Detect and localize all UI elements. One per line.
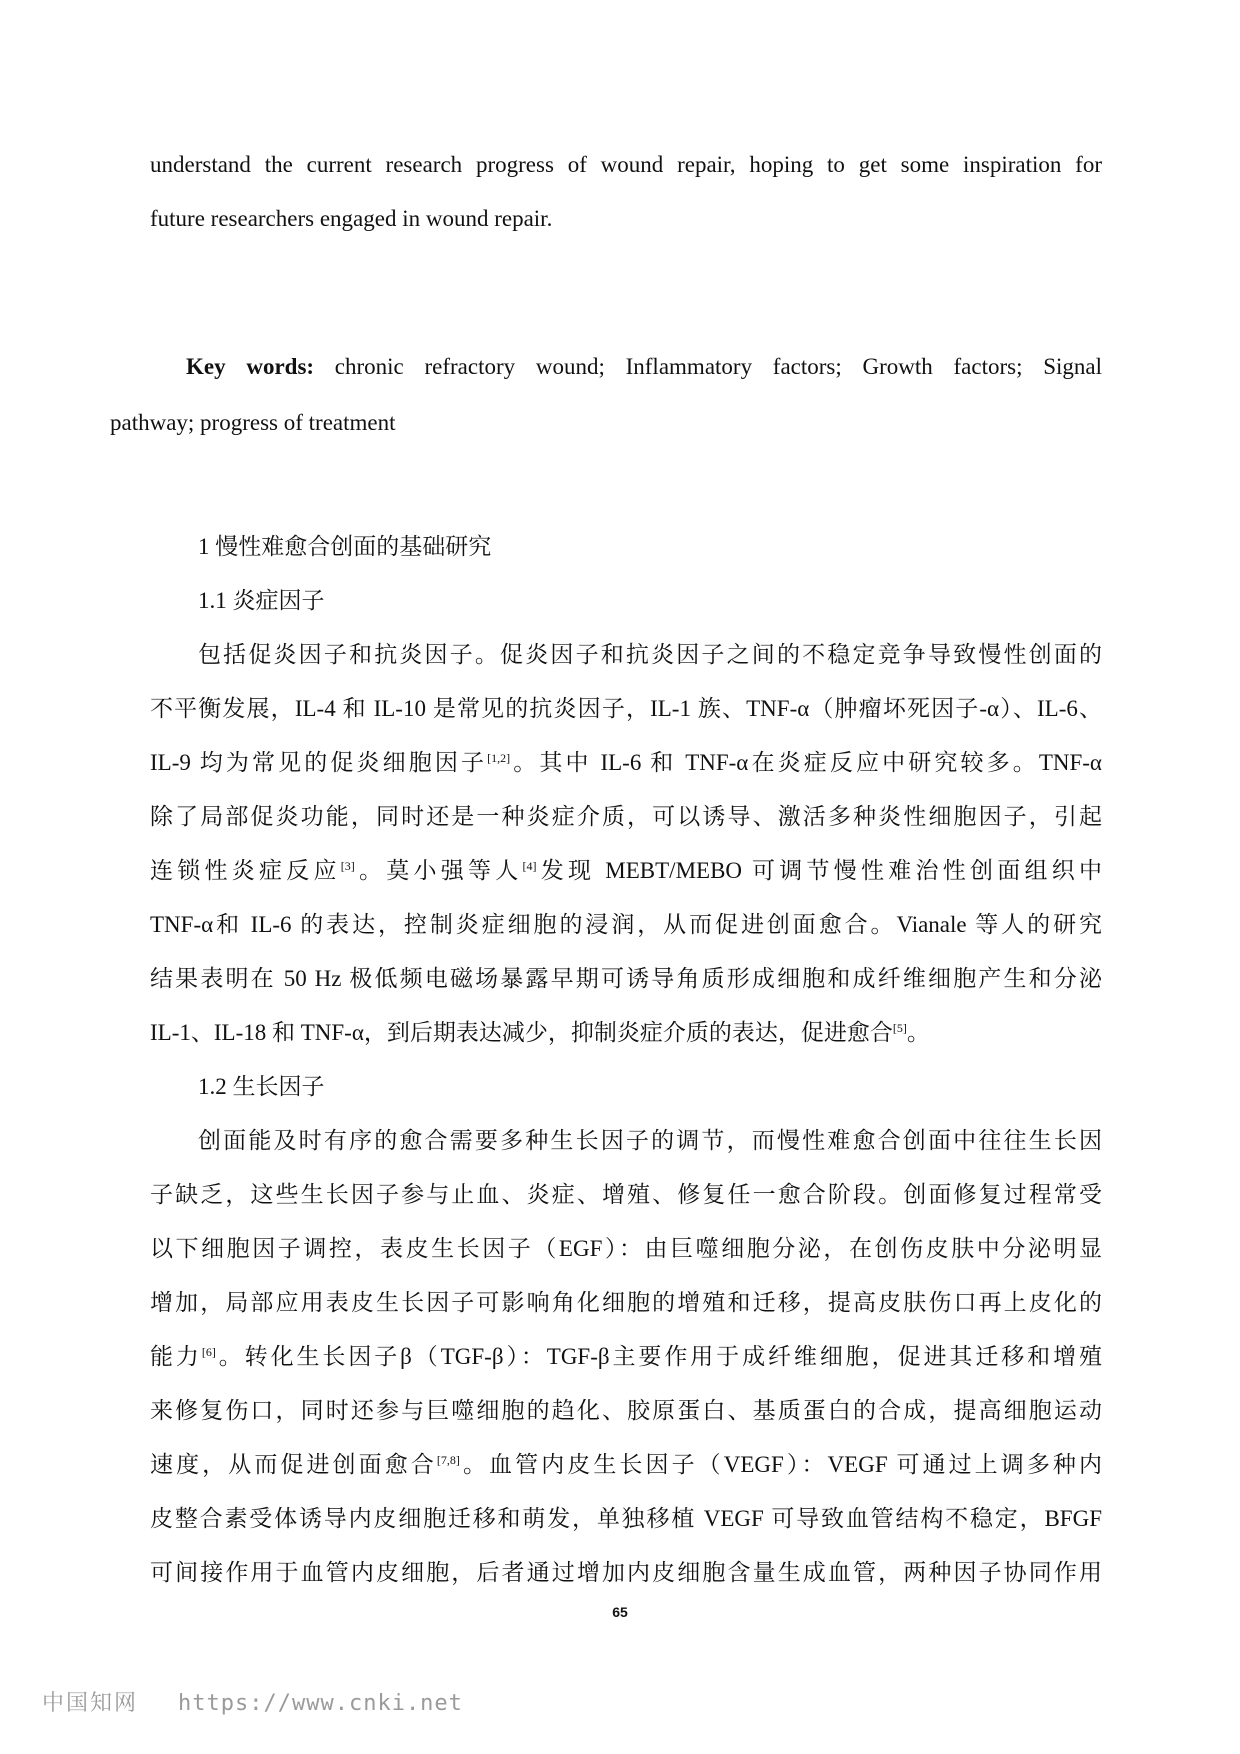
text-run: IL-1、IL-18 和 TNF-α，到后期表达减少，抑制炎症介质的表达，促进愈合 [150,1020,893,1045]
paragraph-line: 增加，局部应用表皮生长因子可影响角化细胞的增殖和迁移，提高皮肤伤口再上皮化的 [150,1290,1102,1315]
paragraph-line: 包括促炎因子和抗炎因子。促炎因子和抗炎因子之间的不稳定竞争导致慢性创面的 [198,642,1102,667]
text-run: 速度，从而促进创面愈合 [150,1452,437,1477]
citation: [6] [201,1345,216,1359]
keywords-text: chronic refractory wound; Inflammatory factors; Growth factors; Signal [314,354,1102,379]
text-run: IL-9 均为常见的促炎细胞因子 [150,750,488,775]
text-run: 。其中 IL-6 和 TNF-α在炎症反应中研究较多。TNF-α [510,750,1102,775]
keywords-line: pathway; progress of treatment [110,410,396,435]
abstract-line: future researchers engaged in wound repair. [150,206,553,231]
citation: [5] [892,1021,907,1035]
paragraph-line: 可间接作用于血管内皮细胞，后者通过增加内皮细胞含量生成血管，两种因子协同作用 [150,1560,1102,1585]
keywords-label: Key words: [186,354,315,379]
watermark-url: https://www.cnki.net [178,1691,463,1716]
paragraph-line: 皮整合素受体诱导内皮细胞迁移和萌发，单独移植 VEGF 可导致血管结构不稳定，BFGF [150,1506,1102,1531]
text-run: 能力 [150,1344,202,1369]
citation: [4] [522,859,537,873]
paragraph-line [150,1446,1102,1479]
text-run: 。 [906,1020,930,1045]
subsection-heading: 1.2 生长因子 [198,1074,325,1099]
section-heading: 1 慢性难愈合创面的基础研究 [198,534,492,559]
paragraph-line: 来修复伤口，同时还参与巨噬细胞的趋化、胶原蛋白、基质蛋白的合成，提高细胞运动 [150,1398,1102,1423]
citation: [3] [340,859,355,873]
keywords-line [186,354,1102,380]
text-run: 。莫小强等人 [354,858,523,883]
text-run: 连锁性炎症反应 [150,858,341,883]
paragraph-line: 结果表明在 50 Hz 极低频电磁场暴露早期可诱导角质形成细胞和成纤维细胞产生和分泌 [150,966,1102,991]
paragraph-line: 创面能及时有序的愈合需要多种生长因子的调节，而慢性难愈合创面中往往生长因 [198,1128,1102,1153]
text-run: 。转化生长因子β（TGF-β）：TGF-β主要作用于成纤维细胞，促进其迁移和增殖 [215,1344,1103,1369]
paragraph-line: 除了局部促炎功能，同时还是一种炎症介质，可以诱导、激活多种炎性细胞因子，引起 [150,804,1102,829]
subsection-heading: 1.1 炎症因子 [198,588,325,613]
paragraph-line [150,852,1102,885]
paragraph-line: 子缺乏，这些生长因子参与止血、炎症、增殖、修复任一愈合阶段。创面修复过程常受 [150,1182,1102,1207]
page-number: 65 [612,1604,628,1620]
paragraph-line: 不平衡发展，IL-4 和 IL-10 是常见的抗炎因子，IL-1 族、TNF-α（肿瘤坏死因子-α）、IL-6、 [150,696,1102,721]
watermark-brand: 中国知网 [42,1691,139,1716]
paragraph-line [150,1338,1102,1371]
watermark [42,1686,463,1717]
paragraph-line: 以下细胞因子调控，表皮生长因子（EGF）：由巨噬细胞分泌，在创伤皮肤中分泌明显 [150,1236,1102,1261]
text-run: 。血管内皮生长因子（VEGF）：VEGF 可通过上调多种内 [459,1452,1102,1477]
text-run: 发现 MEBT/MEBO 可调节慢性难治性创面组织中 [536,858,1103,883]
abstract-line: understand the current research progress of wound repair, hoping to get some inspiration for [150,152,1102,177]
paragraph-line [150,1014,930,1047]
paragraph-line: TNF-α和 IL-6 的表达，控制炎症细胞的浸润，从而促进创面愈合。Vianale 等人的研究 [150,912,1102,937]
citation: [7,8] [436,1453,460,1467]
citation: [1,2] [487,751,511,765]
paragraph-line [150,744,1102,777]
